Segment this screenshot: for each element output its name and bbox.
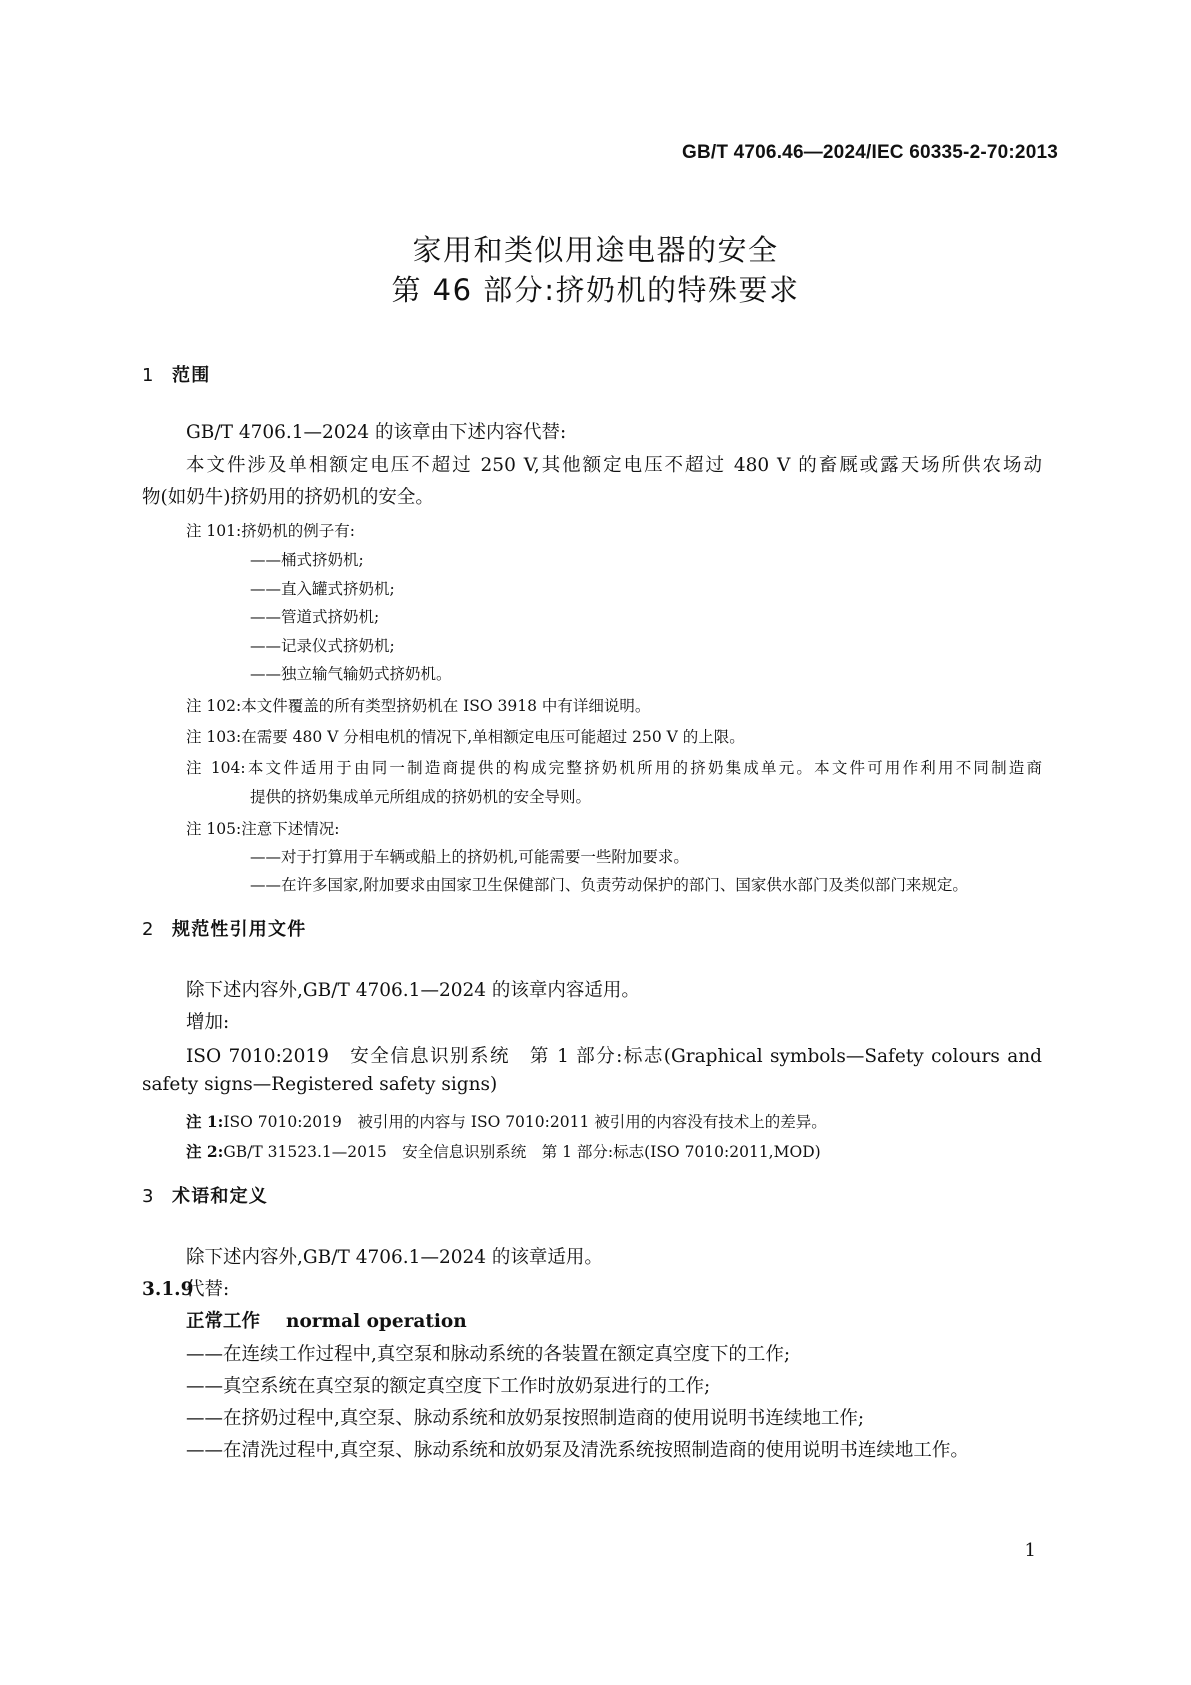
- reference-entry-continued: safety signs—Registered safety signs): [142, 1074, 498, 1095]
- section-1-heading: [142, 361, 210, 387]
- section-title: 范围: [172, 365, 211, 386]
- note-101: 注 101:挤奶机的例子有:: [186, 522, 355, 540]
- document-title-line1: 家用和类似用途电器的安全: [412, 233, 779, 267]
- list-item: ——在连续工作过程中,真空泵和脉动系统的各装置在额定真空度下的工作;: [186, 1344, 791, 1365]
- list-item: ——在挤奶过程中,真空泵、脉动系统和放奶泵按照制造商的使用说明书连续地工作;: [186, 1408, 865, 1429]
- clause-text: 代替:: [186, 1279, 230, 1300]
- list-item: ——桶式挤奶机;: [250, 551, 364, 569]
- list-item: ——在清洗过程中,真空泵、脉动系统和放奶泵及清洗系统按照制造商的使用说明书连续地工作。: [186, 1440, 969, 1461]
- list-item: ——管道式挤奶机;: [250, 608, 380, 626]
- section-title: 术语和定义: [172, 1186, 268, 1207]
- note-104-continued: 提供的挤奶集成单元所组成的挤奶机的安全导则。: [250, 788, 592, 806]
- paragraph: 除下述内容外,GB/T 4706.1—2024 的该章内容适用。: [186, 980, 640, 1001]
- list-item: ——真空系统在真空泵的额定真空度下工作时放奶泵进行的工作;: [186, 1376, 711, 1397]
- list-item: ——记录仪式挤奶机;: [250, 637, 395, 655]
- clause-3-1-9: [142, 1275, 229, 1301]
- list-item: ——直入罐式挤奶机;: [250, 580, 395, 598]
- section-3-heading: [142, 1182, 268, 1208]
- note-1: [186, 1110, 827, 1132]
- term-entry: [186, 1307, 467, 1333]
- note-label: 注 1:: [186, 1112, 224, 1131]
- list-item: ——对于打算用于车辆或船上的挤奶机,可能需要一些附加要求。: [250, 848, 689, 866]
- list-item: ——在许多国家,附加要求由国家卫生保健部门、负责劳动保护的部门、国家供水部门及类似部门来规定。: [250, 876, 968, 894]
- paragraph: GB/T 4706.1—2024 的该章由下述内容代替:: [186, 422, 567, 443]
- paragraph: 除下述内容外,GB/T 4706.1—2024 的该章适用。: [186, 1247, 603, 1268]
- paragraph: 增加:: [186, 1012, 230, 1033]
- note-102: 注 102:本文件覆盖的所有类型挤奶机在 ISO 3918 中有详细说明。: [186, 697, 651, 715]
- clause-number: 3.1.9: [142, 1279, 194, 1300]
- note-label: 注 2:: [186, 1142, 224, 1161]
- list-item: ——独立输气输奶式挤奶机。: [250, 665, 452, 683]
- section-2-heading: [142, 915, 306, 941]
- section-number: 2: [142, 919, 155, 940]
- note-103: 注 103:在需要 480 V 分相电机的情况下,单相额定电压可能超过 250 V 的上限。: [186, 728, 745, 746]
- note-text: GB/T 31523.1—2015 安全信息识别系统 第 1 部分:标志(ISO 7010:2011,MOD): [223, 1143, 821, 1161]
- page-number: 1: [1024, 1540, 1036, 1561]
- note-2: [186, 1140, 821, 1162]
- note-105: 注 105:注意下述情况:: [186, 820, 340, 838]
- section-number: 3: [142, 1186, 155, 1207]
- paragraph: 物(如奶牛)挤奶用的挤奶机的安全。: [142, 487, 434, 508]
- note-text: ISO 7010:2019 被引用的内容与 ISO 7010:2011 被引用的内容没有技术上的差异。: [223, 1113, 827, 1131]
- note-104: 注 104:本文件适用于由同一制造商提供的构成完整挤奶机所用的挤奶集成单元。本文件可用作利用不同制造商: [186, 759, 1042, 777]
- section-title: 规范性引用文件: [172, 919, 307, 940]
- reference-entry: ISO 7010:2019 安全信息识别系统 第 1 部分:标志(Graphical symbols—Safety colours and: [186, 1046, 1042, 1067]
- document-code: GB/T 4706.46—2024/IEC 60335-2-70:2013: [681, 142, 1058, 163]
- term-chinese: 正常工作: [186, 1311, 261, 1332]
- section-number: 1: [142, 365, 155, 386]
- paragraph: 本文件涉及单相额定电压不超过 250 V,其他额定电压不超过 480 V 的畜厩或露天场所供农场动: [186, 455, 1042, 476]
- term-english: normal operation: [286, 1311, 467, 1332]
- document-title-line2: 第 46 部分:挤奶机的特殊要求: [391, 273, 800, 307]
